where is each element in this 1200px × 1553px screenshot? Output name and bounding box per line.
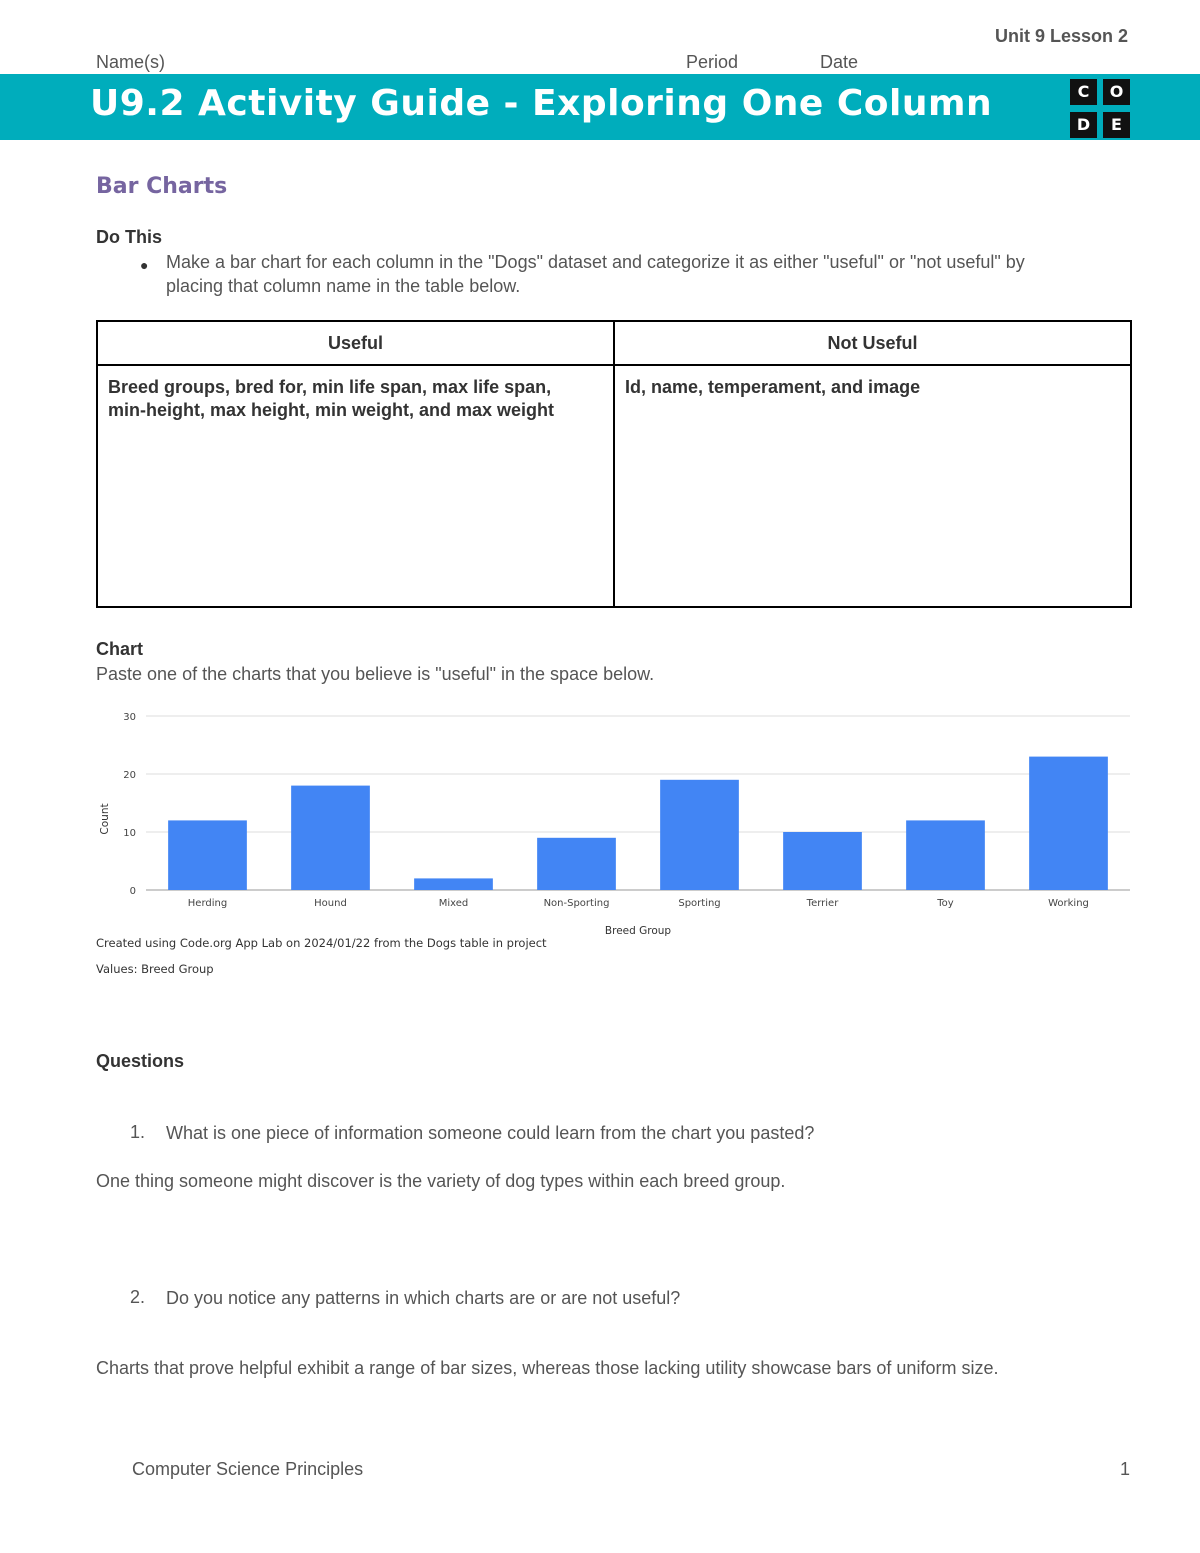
- x-tick-label: Terrier: [806, 898, 839, 909]
- bar: [783, 832, 862, 890]
- useful-column-header: Useful: [97, 321, 614, 365]
- bar: [414, 878, 493, 890]
- section-title: Bar Charts: [96, 174, 228, 199]
- name-period-date-row: [96, 52, 1076, 76]
- page-title: U9.2 Activity Guide - Exploring One Column: [90, 83, 993, 124]
- useful-cell-line-2: min-height, max height, min weight, and max weight: [108, 400, 555, 420]
- unit-label: Unit 9 Lesson 2: [994, 26, 1128, 46]
- x-tick-label: Hound: [314, 898, 347, 909]
- chart-note-values: Values: Breed Group: [96, 962, 214, 976]
- bar: [291, 786, 370, 890]
- footer-course: Computer Science Principles: [132, 1459, 364, 1479]
- x-tick-label: Herding: [187, 898, 228, 909]
- y-tick-label: 10: [123, 828, 136, 839]
- y-tick-label: 0: [129, 886, 136, 897]
- x-tick-label: Non-Sporting: [543, 898, 610, 909]
- instruction-line-2: placing that column name in the table below.: [166, 276, 521, 296]
- logo-letter-c: C: [1070, 79, 1097, 105]
- y-tick-label: 30: [123, 712, 136, 723]
- chart-heading: Chart: [96, 639, 144, 659]
- useful-cell: [97, 365, 614, 607]
- footer-page-number: 1: [1120, 1459, 1131, 1479]
- bar: [1029, 757, 1108, 890]
- instruction-line-1: Make a bar chart for each column in the "Dogs" dataset and categorize it as either "useful" or "not useful" by: [166, 252, 1025, 272]
- bar: [168, 820, 247, 890]
- question-number: 2.: [130, 1287, 146, 1307]
- period-label: Period: [686, 52, 739, 72]
- question-text: What is one piece of information someone could learn from the chart you pasted?: [166, 1123, 815, 1143]
- bar: [660, 780, 739, 890]
- useful-cell-line-1: Breed groups, bred for, min life span, max life span,: [108, 377, 552, 397]
- chart-instruction: Paste one of the charts that you believe is "useful" in the space below.: [96, 664, 655, 684]
- y-axis-title: Count: [99, 803, 111, 835]
- not-useful-column-header: Not Useful: [614, 321, 1131, 365]
- logo-letter-o: O: [1103, 79, 1130, 105]
- x-tick-label: Sporting: [678, 898, 721, 909]
- date-label: Date: [820, 52, 859, 72]
- category-table: [96, 320, 1132, 608]
- logo-letter-e: E: [1103, 112, 1130, 138]
- x-tick-label: Toy: [937, 898, 954, 909]
- bar: [906, 820, 985, 890]
- logo-letter-d: D: [1070, 112, 1097, 138]
- x-axis-title: Breed Group: [604, 925, 672, 937]
- questions-heading: Questions: [96, 1051, 185, 1071]
- chart-note-source: Created using Code.org App Lab on 2024/01/22 from the Dogs table in project: [96, 936, 547, 950]
- x-tick-label: Working: [1048, 898, 1089, 909]
- code-org-logo: [1070, 79, 1132, 139]
- bullet-icon: ●: [140, 257, 149, 273]
- name-label: Name(s): [96, 52, 166, 72]
- question-text: Do you notice any patterns in which charts are or are not useful?: [166, 1288, 681, 1308]
- not-useful-cell: Id, name, temperament, and image: [614, 365, 1131, 607]
- answer-text: Charts that prove helpful exhibit a range of bar sizes, whereas those lacking utility showcase bars of uniform size.: [96, 1358, 999, 1378]
- x-tick-label: Mixed: [438, 898, 469, 909]
- do-this-heading: Do This: [96, 227, 162, 247]
- bar: [537, 838, 616, 890]
- y-tick-label: 20: [123, 770, 136, 781]
- answer-text: One thing someone might discover is the variety of dog types within each breed group.: [96, 1171, 786, 1191]
- question-number: 1.: [130, 1122, 146, 1142]
